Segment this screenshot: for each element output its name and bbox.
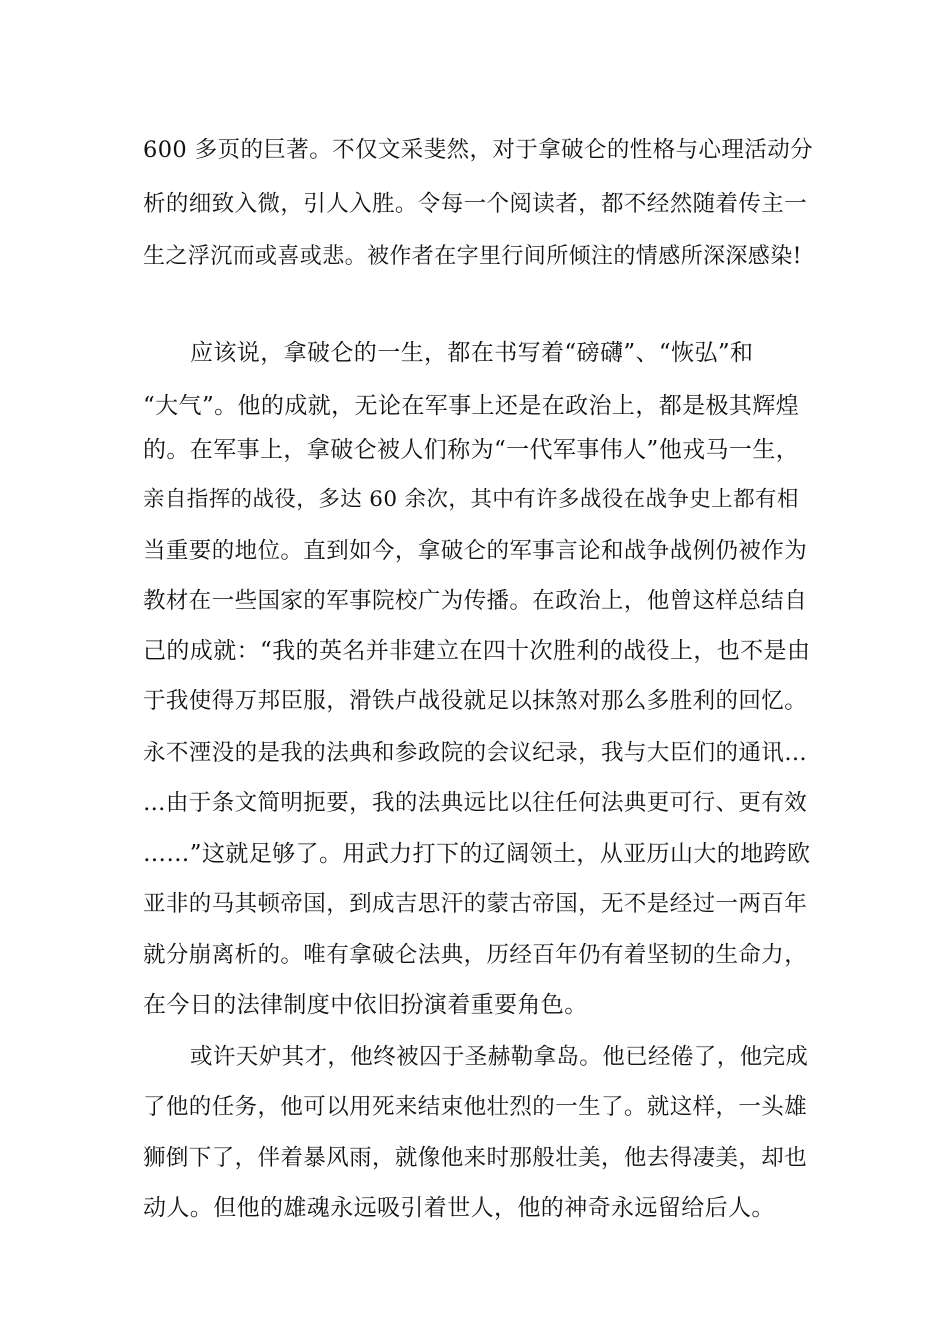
text-line: 己的成就：“我的英名并非建立在四十次胜利的战役上，也不是由 <box>143 638 811 664</box>
text-line: 的。在军事上，拿破仑被人们称为“一代军事伟人”他戎马一生， <box>143 437 800 463</box>
text-line: ……”这就足够了。用武力打下的辽阔领土，从亚历山大的地跨欧 <box>143 841 811 867</box>
text-line: 动人。但他的雄魂永远吸引着世人，他的神奇永远留给后人。 <box>143 1195 775 1221</box>
text-line: 永不湮没的是我的法典和参政院的会议纪录，我与大臣们的通讯… <box>143 740 808 766</box>
text-line: 于我使得万邦臣服，滑铁卢战役就足以抹煞对那么多胜利的回忆。 <box>143 688 808 714</box>
text-line: 600 多页的巨著。不仅文采斐然，对于拿破仑的性格与心理活动分 <box>143 137 813 163</box>
text-line: 应该说，拿破仑的一生，都在书写着“磅礴”、“恢弘”和 <box>190 340 754 366</box>
text-line: 亚非的马其顿帝国，到成吉思汗的蒙古帝国，无不是经过一两百年 <box>143 891 808 917</box>
text-line: 在今日的法律制度中依旧扮演着重要角色。 <box>143 992 588 1018</box>
text-line: 亲自指挥的战役，多达 60 余次，其中有许多战役在战争史上都有相 <box>143 487 799 512</box>
text-line: 或许天妒其才，他终被囚于圣赫勒拿岛。他已经倦了，他完成 <box>190 1044 809 1070</box>
text-line: 生之浮沉而或喜或悲。被作者在字里行间所倾注的情感所深深感染! <box>143 244 802 269</box>
text-line: 教材在一些国家的军事院校广为传播。在政治上，他曾这样总结自 <box>143 588 808 614</box>
text-line: …由于条文简明扼要，我的法典远比以往任何法典更可行、更有效 <box>143 790 808 816</box>
text-line: 狮倒下了，伴着暴风雨，就像他来时那般壮美，他去得凄美，却也 <box>143 1145 808 1171</box>
text-line: 了他的任务，他可以用死来结束他壮烈的一生了。就这样，一头雄 <box>143 1094 808 1120</box>
text-line: 当重要的地位。直到如今，拿破仑的军事言论和战争战例仍被作为 <box>143 538 808 564</box>
text-line: 就分崩离析的。唯有拿破仑法典，历经百年仍有着坚韧的生命力， <box>143 942 808 968</box>
text-line: “大气”。他的成就，无论在军事上还是在政治上，都是极其辉煌 <box>143 393 800 419</box>
text-line: 析的细致入微，引人入胜。令每一个阅读者，都不经然随着传主一 <box>143 191 808 217</box>
